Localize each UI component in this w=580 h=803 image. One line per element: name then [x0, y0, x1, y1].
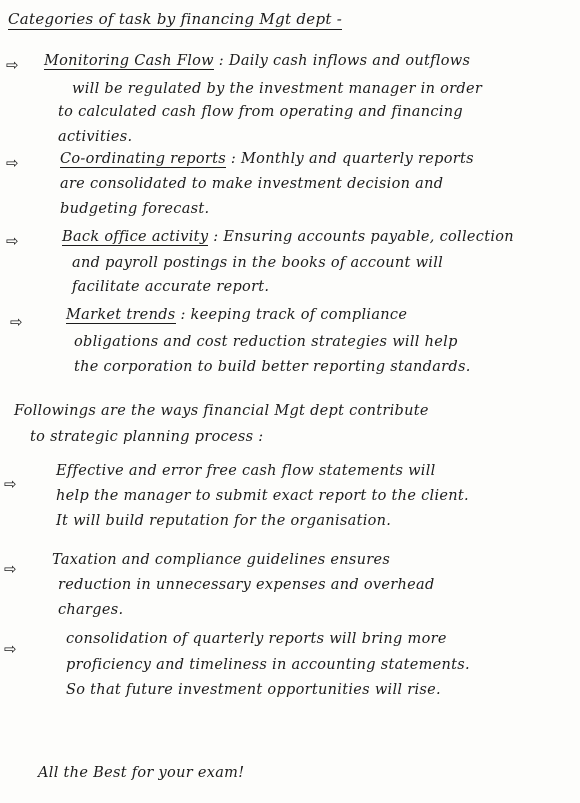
- section-text-line: and payroll postings in the books of account will: [72, 255, 444, 271]
- intro-line: to strategic planning process :: [30, 429, 264, 445]
- section-heading: Back office activity: [62, 229, 209, 245]
- section-text-line: are consolidated to make investment decision and: [60, 176, 444, 192]
- arrow-icon: ⇨: [4, 475, 17, 493]
- section-text-line: obligations and cost reduction strategies will help: [74, 334, 458, 350]
- point-text-line: reduction in unnecessary expenses and overhead: [58, 577, 435, 593]
- section-text-line: the corporation to build better reporting standards.: [74, 359, 471, 375]
- point-text-line: So that future investment opportunities will rise.: [66, 682, 441, 698]
- section-4-line-1: Market trends : keeping track of compliance: [66, 307, 408, 323]
- section-1-line-1: Monitoring Cash Flow : Daily cash inflows and outflows: [44, 53, 471, 69]
- intro-line: Followings are the ways financial Mgt dept contribute: [14, 403, 429, 419]
- point-text-line: help the manager to submit exact report to the client.: [56, 488, 469, 504]
- point-text-line: It will build reputation for the organisation.: [56, 513, 392, 529]
- section-text-line: to calculated cash flow from operating and financing: [58, 104, 463, 120]
- page-title: Categories of task by financing Mgt dept -: [8, 10, 343, 28]
- section-heading: Market trends: [66, 307, 176, 323]
- closing-text: All the Best for your exam!: [38, 765, 245, 781]
- arrow-icon: ⇨: [10, 313, 23, 331]
- arrow-icon: ⇨: [6, 56, 19, 74]
- arrow-icon: ⇨: [4, 560, 17, 578]
- point-text-line: consolidation of quarterly reports will bring more: [66, 631, 447, 647]
- section-text-line: budgeting forecast.: [60, 201, 210, 217]
- arrow-icon: ⇨: [6, 154, 19, 172]
- point-text-line: charges.: [58, 602, 124, 618]
- section-heading: Co-ordinating reports: [60, 151, 227, 167]
- point-text-line: Taxation and compliance guidelines ensures: [52, 552, 391, 568]
- section-text-line: activities.: [58, 129, 133, 145]
- section-text-line: will be regulated by the investment manager in order: [72, 81, 483, 97]
- section-text-line: facilitate accurate report.: [72, 279, 270, 295]
- point-text-line: Effective and error free cash flow statements will: [56, 463, 436, 479]
- section-heading: Monitoring Cash Flow: [44, 53, 214, 69]
- section-2-line-1: Co-ordinating reports : Monthly and quarterly reports: [60, 151, 474, 167]
- point-text-line: proficiency and timeliness in accounting statements.: [66, 657, 470, 673]
- arrow-icon: ⇨: [4, 640, 17, 658]
- section-3-line-1: Back office activity : Ensuring accounts payable, collection: [62, 229, 514, 245]
- arrow-icon: ⇨: [6, 232, 19, 250]
